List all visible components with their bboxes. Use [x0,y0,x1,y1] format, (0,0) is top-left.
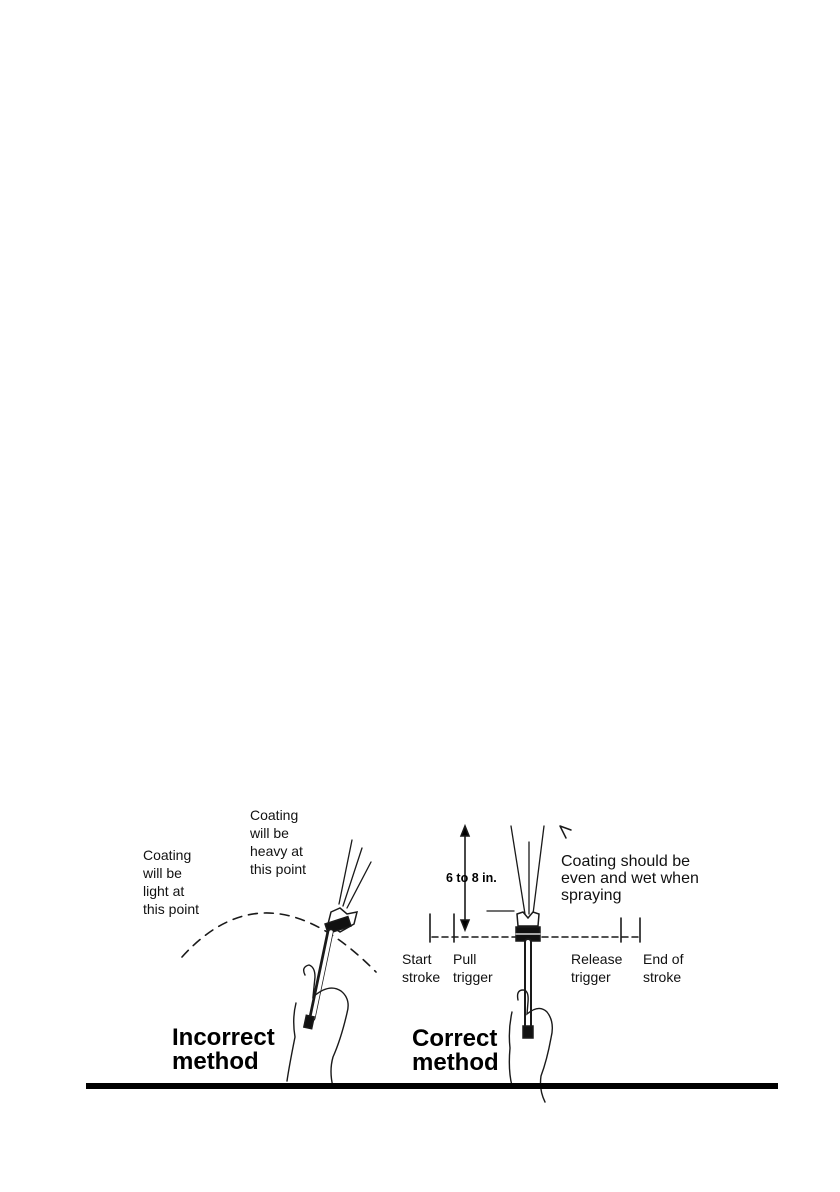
marker-label-pull: Pull trigger [453,951,493,985]
label-heavy-coating: Coating will be heavy at this point [250,807,307,877]
marker-label-release: Release trigger [571,951,623,985]
marker-label-start: Start stroke [402,951,441,985]
caption-correct-method: Correct method [412,1025,499,1076]
coating-note: Coating should be even and wet when spraying [561,853,699,904]
spray-gun-correct-icon [516,912,540,1038]
caption-incorrect-method: Incorrect method [172,1024,275,1075]
marker-label-end: End of stroke [643,951,684,985]
spray-fan-correct [511,826,544,914]
spray-fan-incorrect [339,840,371,908]
pointer-arrow [560,826,571,838]
spray-gun-incorrect-icon [304,908,357,1029]
label-light-coating: Coating will be light at this point [143,847,200,917]
distance-label: 6 to 8 in. [446,871,497,885]
bottom-divider [86,1083,778,1089]
